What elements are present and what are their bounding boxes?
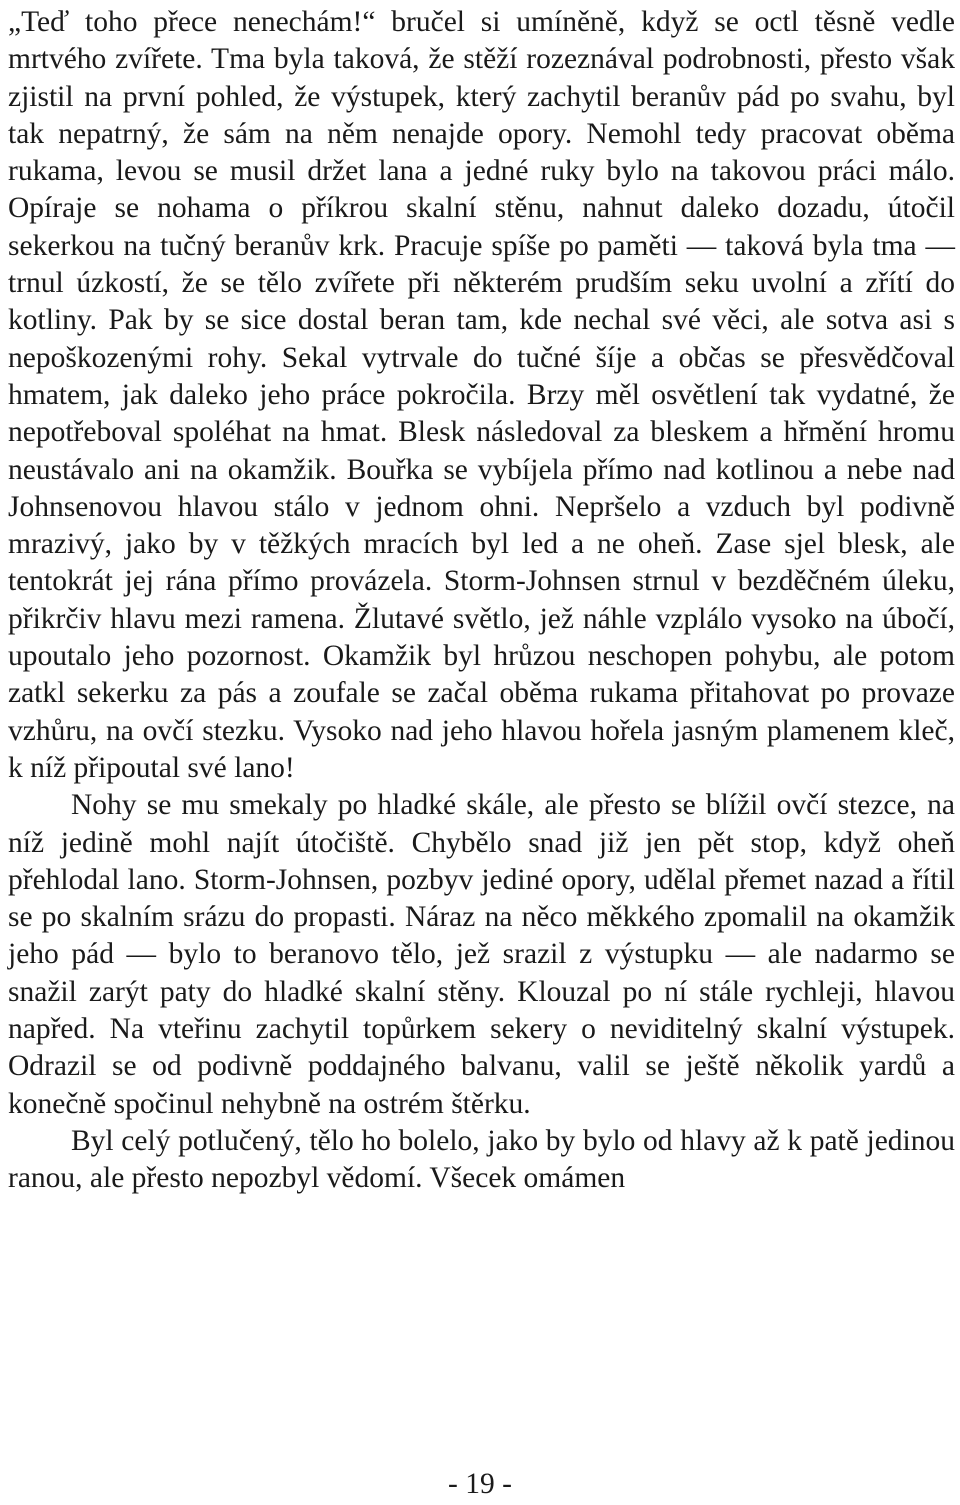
page-number: - 19 - bbox=[448, 1468, 512, 1500]
paragraph-2: Nohy se mu smekaly po hladké skále, ale přesto se blížil ovčí stezce, na níž jedině mohl najít útočiště. Chybělo snad již jen pět stop, když oheň přehlodal lano. Storm-Johnsen, pozbyv jediné opory, udělal přemet nazad a řítil se po skalním srázu do propasti. Náraz na něco měkkého zpomalil na okamžik jeho pád — bylo to beranovo tělo, jež srazil z výstupku — ale nadarmo se snažil zarýt paty do hladké skalní stěny. Klouzal po ní stále rychleji, hlavou napřed. Na vteřinu zachytil topůrkem sekery o neviditelný skalní výstupek. Odrazil se od podivně poddajného balvanu, valil se ještě několik yardů a konečně spočinul nehybně na ostrém štěrku. bbox=[8, 789, 955, 1120]
page-body bbox=[8, 4, 955, 1198]
paragraph-3: Byl celý potlučený, tělo ho bolelo, jako by bylo od hlavy až k patě jedinou ranou, ale přesto nepozbyl vědomí. Všecek omámen bbox=[8, 1124, 955, 1195]
paragraph-1: „Teď toho přece nenechám!“ bručel si umíněně, když se octl těsně vedle mrtvého zvířete. Tma byla taková, že stěží rozeznával podrobnosti, přesto však zjistil na první pohled, že výstupek, který zachytil beranův pád po svahu, byl tak nepatrný, že sám na něm nenajde opory. Nemohl tedy pracovat oběma rukama, levou se musil držet lana a jedné ruky bylo na takovou práci málo. Opíraje se nohama o příkrou skalní stěnu, nahnut daleko dozadu, útočil sekerkou na tučný beranův krk. Pracuje spíše po paměti — taková byla tma — trnul úzkostí, že se tělo zvířete při některém prudším seku uvolní a zřítí do kotliny. Pak by se sice dostal beran tam, kde nechal své věci, ale sotva asi s nepoškozenými rohy. Sekal vytrvale do tučné šíje a občas se přesvědčoval hmatem, jak daleko jeho práce pokročila. Brzy měl osvětlení tak vydatné, že nepotřeboval spoléhat na hmat. Blesk následoval za bleskem a hřmění hromu neustávalo ani na okamžik. Bouřka se vybíjela přímo nad kotlinou a nebe nad Johnsenovou hlavou stálo v jednom ohni. Nepršelo a vzduch byl podivně mrazivý, jako by v těžkých mracích byl led a ne oheň. Zase sjel blesk, ale tentokrát jej rána přímo provázela. Storm-Johnsen strnul v bezděčném úleku, přikrčiv hlavu mezi ramena. Žlutavé světlo, jež náhle vzplálo vysoko na úbočí, upoutalo jeho pozornost. Okamžik byl hrůzou neschopen pohybu, ale potom zatkl sekerku za pás a zoufale se začal oběma rukama přitahovat po provaze vzhůru, na ovčí stezku. Vysoko nad jeho hlavou hořela jasným plamenem kleč, k níž připoutal své lano! bbox=[8, 6, 955, 784]
